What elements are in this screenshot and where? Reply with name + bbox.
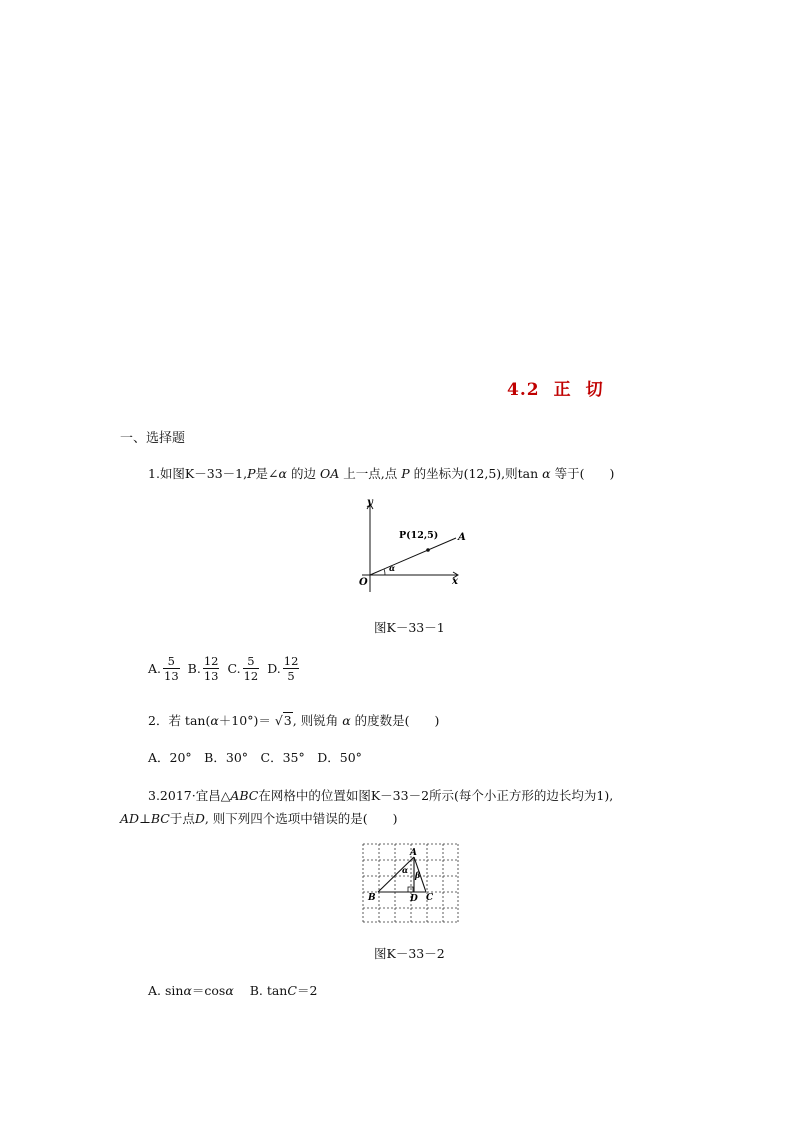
choice-a-alpha-2: α xyxy=(225,983,234,998)
label-alpha: α xyxy=(402,865,409,875)
q3-choice-a[interactable] xyxy=(148,983,234,998)
q2-alpha-2: α xyxy=(342,713,351,728)
question-3-line-1 xyxy=(148,786,613,804)
q1-alpha-2: α xyxy=(542,466,551,481)
point-p-dot xyxy=(426,548,430,552)
q3-line2-b: , 则下列四个选项中错误的是( ) xyxy=(204,811,398,826)
q1-prefix: 1.如图K－33－1, xyxy=(148,466,248,481)
label-a: A xyxy=(410,848,417,858)
numerator: 12 xyxy=(203,654,219,668)
denominator: 5 xyxy=(287,669,295,683)
q2-alpha: α xyxy=(210,713,219,728)
figure-k33-2 xyxy=(360,842,460,924)
q1-choice-b[interactable] xyxy=(188,654,222,683)
q3-choice-b[interactable] xyxy=(250,983,318,998)
denominator: 13 xyxy=(164,669,179,683)
q2-prefix: 2．若 tan( xyxy=(148,713,211,728)
section-heading: 一、选择题 xyxy=(120,431,186,446)
q1-point-p: P xyxy=(247,466,256,481)
q1-choice-a[interactable] xyxy=(148,654,182,683)
q1-text-1: 是∠ xyxy=(255,466,279,481)
choice-letter: B. xyxy=(187,661,201,676)
title-number: 4.2 xyxy=(507,380,540,400)
q3-line1-a: 3.2017·宜昌△ xyxy=(148,788,231,803)
q1-choice-c[interactable] xyxy=(227,654,261,683)
q3-bc: BC xyxy=(150,811,170,826)
q2-suffix: , 则锐角 xyxy=(292,713,339,728)
choice-letter: C. xyxy=(227,661,241,676)
choice-b-text-2: ＝2 xyxy=(296,983,318,998)
q2-choices: A．20° B．30° C．35° D．50° xyxy=(148,750,362,765)
fraction xyxy=(203,654,220,683)
right-angle-mark xyxy=(408,887,413,892)
figure-1-caption: 图K－33－1 xyxy=(374,620,445,635)
label-beta: β xyxy=(415,870,421,880)
q3-choices xyxy=(148,981,317,999)
choice-a-alpha-1: α xyxy=(183,983,192,998)
sqrt-3 xyxy=(275,713,293,728)
numerator: 12 xyxy=(283,654,299,668)
q1-oa: OA xyxy=(319,466,340,481)
choice-a-text-2: ＝cos xyxy=(191,983,226,998)
question-1-text xyxy=(148,464,614,482)
sqrt-value: 3 xyxy=(283,713,292,728)
label-x: x xyxy=(452,576,458,587)
q3-ad: AD xyxy=(120,811,140,826)
label-p: P(12,5) xyxy=(399,530,439,541)
lesson-title xyxy=(507,375,604,400)
choice-a-text-1: A. sin xyxy=(148,983,184,998)
numerator: 5 xyxy=(163,654,180,669)
q1-text-4: 的坐标为(12,5),则tan xyxy=(413,466,539,481)
q2-end: 的度数是( ) xyxy=(354,713,440,728)
q3-d: D xyxy=(194,811,205,826)
figure-k33-1 xyxy=(352,496,464,596)
label-alpha: α xyxy=(389,563,396,573)
label-b: B xyxy=(368,893,376,903)
numerator: 5 xyxy=(243,654,260,669)
label-y: y xyxy=(367,497,373,508)
q1-choice-d[interactable] xyxy=(267,654,301,683)
label-c: C xyxy=(426,893,434,903)
question-3-line-2 xyxy=(120,809,398,827)
denominator: 12 xyxy=(243,669,259,683)
fraction xyxy=(163,654,180,683)
q1-point-p-2: P xyxy=(401,466,410,481)
label-d: D xyxy=(410,894,418,904)
denominator: 13 xyxy=(203,669,219,683)
figure-2-caption: 图K－33－2 xyxy=(374,946,445,961)
q1-alpha: α xyxy=(278,466,287,481)
choice-b-c: C xyxy=(287,983,297,998)
q3-line1-b: 在网格中的位置如图K－33－2所示(每个小正方形的边长均为1), xyxy=(258,788,614,803)
choice-letter: A. xyxy=(148,661,162,676)
choice-b-text-1: B. tan xyxy=(249,983,288,998)
label-o: O xyxy=(359,577,368,588)
q3-line2-a: 于点 xyxy=(169,811,195,826)
q1-choices xyxy=(148,654,307,683)
sqrt-sign: √ xyxy=(274,713,283,728)
title-text-2: 切 xyxy=(585,380,604,400)
q3-perp: ⊥ xyxy=(139,811,151,826)
fraction xyxy=(283,654,300,683)
q1-text-5: 等于( ) xyxy=(554,466,615,481)
fraction xyxy=(243,654,260,683)
q2-middle: ＋10°)＝ xyxy=(218,713,271,728)
q1-text-3: 上一点,点 xyxy=(343,466,398,481)
title-text-1: 正 xyxy=(553,380,572,400)
choice-letter: D. xyxy=(267,661,281,676)
ray-oa xyxy=(370,538,456,575)
q1-text-2: 的边 xyxy=(290,466,316,481)
question-2-text xyxy=(148,711,439,729)
q3-abc: ABC xyxy=(230,788,259,803)
angle-alpha-arc xyxy=(384,569,385,575)
label-a: A xyxy=(458,532,466,543)
